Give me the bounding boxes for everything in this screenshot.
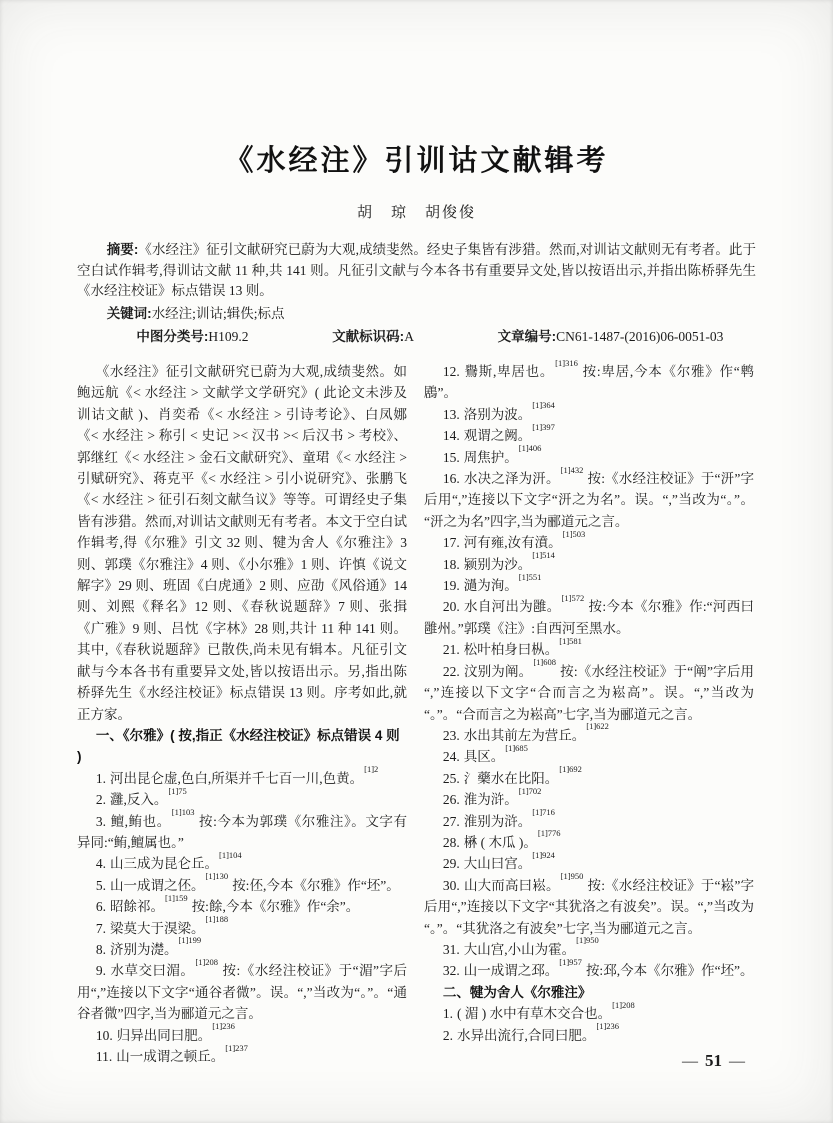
page-content (0, 138, 833, 1067)
item-number: 23. (442, 727, 460, 743)
item-text: 山一成谓之伾。 (110, 877, 205, 893)
item-number: 5. (95, 877, 107, 893)
item-note: 按:今本为郭璞《尔雅注》。文字有异同:“鲔,鳣属也。” (77, 813, 407, 850)
item-text: 鳣,鲔也。 (110, 813, 171, 829)
article-id-label: 文章编号: (497, 329, 557, 344)
item-text: 水自河出为雝。 (463, 599, 561, 615)
item-number: 4. (95, 856, 107, 872)
item-number: 16. (442, 471, 460, 487)
page-number-value: 51 (705, 1051, 722, 1070)
list-item (424, 1021, 754, 1046)
list-item (424, 571, 754, 596)
item-number: 11. (95, 1049, 113, 1064)
citation-ref: [1]702 (518, 785, 542, 796)
item-number: 7. (95, 920, 107, 936)
item-text: 归异出同曰肥。 (116, 1027, 212, 1043)
list-item (77, 764, 407, 789)
clc-field (107, 326, 249, 347)
item-number: 12. (442, 364, 460, 379)
abstract-text: 《水经注》征引文献研究已蔚为大观,成绩斐然。经史子集皆有涉猎。然而,对训诂文献则无有考者。此于空白试作辑考,得训诂文献 11 种,共 141 则。凡征引文献与今本各书有重要异文处,皆以按语出示,并指出陈桥驿先生《水经注校证》标点错误 13 则。 (77, 242, 757, 298)
item-text: 周焦护。 (463, 449, 518, 465)
page-number-dash-right: — (729, 1053, 745, 1070)
two-column-body (77, 357, 756, 1067)
citation-ref: [1]208 (612, 999, 635, 1010)
item-text: 济别为濋。 (110, 941, 178, 957)
item-number: 14. (442, 428, 460, 444)
item-text: 灉,反入。 (110, 792, 168, 808)
citation-ref: [1]397 (532, 421, 555, 432)
list-item (424, 764, 754, 789)
item-text: 汶别为阐。 (463, 663, 533, 679)
list-item (77, 871, 407, 896)
item-number: 3. (95, 813, 107, 829)
item-number: 21. (442, 642, 460, 658)
keywords-text: 水经注;训诂;辑佚;标点 (151, 305, 285, 321)
citation-ref: [1]208 (195, 956, 219, 967)
item-number: 17. (442, 535, 460, 551)
citation-ref: [1]103 (171, 807, 195, 818)
item-number: 10. (95, 1027, 113, 1043)
citation-ref: [1]551 (518, 571, 542, 582)
citation-ref: [1]364 (532, 400, 555, 411)
item-number: 6. (95, 899, 107, 915)
list-item (77, 807, 407, 854)
column-right (424, 357, 755, 1067)
list-item (424, 635, 754, 660)
item-text: 氵藥水在比阳。 (463, 770, 559, 786)
item-number: 30. (442, 877, 460, 893)
section-heading-1: 一、《尔雅》( 按,指正《水经注校证》标点错误 4 则 ) (77, 727, 400, 765)
page-number-dash-left: — (682, 1053, 698, 1070)
list-item (77, 785, 407, 810)
item-number: 27. (442, 813, 460, 829)
list-item (424, 849, 754, 874)
list-item (424, 592, 754, 639)
article-id-value: CN61-1487-(2016)06-0051-03 (556, 329, 724, 344)
list-item (77, 892, 407, 917)
item-text: 大山宫,小山为霍。 (463, 941, 576, 957)
item-text: 河出昆仑虚,色白,所渠并千七百一川,色黄。 (110, 770, 364, 786)
citation-ref: [1]692 (559, 764, 582, 775)
item-list-section1-left (77, 764, 408, 1068)
item-text: 淮别为浒。 (463, 813, 532, 829)
list-item (424, 999, 754, 1024)
item-number: 2. (95, 792, 107, 808)
item-number: 29. (442, 856, 460, 872)
list-item (77, 849, 407, 874)
doc-code-field (303, 326, 414, 347)
item-number: 26. (442, 792, 460, 808)
item-note: 按:伾,今本《尔雅》作“坯”。 (232, 877, 400, 893)
citation-ref: [1]924 (532, 849, 555, 860)
item-text: 楙 ( 木瓜 )。 (463, 834, 537, 850)
item-text: 水出其前左为营丘。 (463, 727, 586, 743)
column-left (77, 361, 407, 1067)
item-number: 9. (95, 963, 107, 979)
item-note: 按:邳,今本《尔雅》作“坯”。 (585, 963, 754, 979)
citation-ref: [1]776 (537, 828, 561, 839)
article-title: 《水经注》引训诂文献辑考 (224, 145, 609, 177)
item-number: 18. (442, 556, 460, 572)
intro-paragraph: 《水经注》征引文献研究已蔚为大观,成绩斐然。如鲍远航《< 水经注 > 文献学文学研究》( 此论文未涉及训诂文献 )、肖奕希《< 水经注 > 引诗考论》、白凤娜《< 水经注 > 称引 < 史记 >< 汉书 >< 后汉书 > 考校》、郭继红《< 水经注 > 金石文献研究》、童珺《< 水经注 > 引赋研究》、蒋克平《< 水经注 > 引小说研究》、张鹏飞《< 水经注 > 征引石刻文献刍议》等等。可谓经史子集皆有涉猎。然而,对训诂文献则无有考者。本文于空白试作辑考,得《尔雅》引文 32 则、犍为舍人《尔雅注》3 则、郭璞《尔雅注》4 则、《小尔雅》1 则、许慎《说文解字》29 则、班固《白虎通》2 则、应劭《风俗通》14 则、刘熙《释名》12 则、《春秋说题辞》7 则、张揖《广雅》9 则、吕忱《字林》28 则,共计 11 种 141 则。其中,《春秋说题辞》已散佚,尚未见有辑本。凡征引文献与今本各书有重要异文处,皆以按语出示。另,指出陈桥驿先生《水经注校证》标点错误 13 则。序考如此,就正方家。 (77, 364, 407, 722)
item-note: 按:《水经注校证》于“汧”字后用“,”连接以下文字“汧之为名”。误。“,”当改为“。”。“汧之为名”四字,当为郦道元之言。 (424, 471, 755, 529)
item-note: 按:今本《尔雅》作:“河西曰雝州。”郭璞《注》:自西河至黑水。 (424, 599, 754, 636)
citation-ref: [1]104 (219, 849, 242, 860)
list-item (424, 935, 754, 960)
list-item (424, 828, 754, 853)
list-item (424, 657, 755, 725)
citation-ref: [1]199 (178, 935, 202, 946)
keywords-label: 关键词: (106, 305, 152, 321)
citation-ref: [1]432 (560, 464, 584, 475)
item-number: 28. (442, 834, 460, 850)
item-text: 大山曰宫。 (463, 856, 532, 872)
list-item (424, 357, 755, 404)
item-text: 水草交曰湄。 (110, 963, 195, 979)
item-note: 按:《水经注校证》于“崧”字后用“,”连接以下文字“其犹洛之有波矣”。误。“,”当改为“。”。“其犹洛之有波矣”七字,当为郦道元之言。 (424, 877, 755, 936)
item-text: ( 湄 ) 水中有草木交合也。 (457, 1006, 612, 1022)
item-list-section1-right (424, 357, 755, 982)
item-number: 32. (442, 963, 460, 979)
citation-ref: [1]581 (559, 635, 582, 646)
item-number: 22. (442, 663, 460, 679)
citation-ref: [1]514 (532, 550, 555, 561)
list-item (424, 721, 754, 746)
item-number: 1. (442, 1006, 454, 1022)
section-heading-2: 二、犍为舍人《尔雅注》 (442, 984, 592, 1000)
list-item (77, 935, 407, 960)
item-text: 颍别为沙。 (463, 556, 532, 572)
item-text: 松叶柏身曰枞。 (463, 642, 559, 658)
list-item (424, 785, 754, 810)
item-number: 15. (442, 449, 460, 465)
doc-code-value: A (404, 329, 414, 344)
item-text: 鸒斯,卑居也。 (463, 364, 555, 379)
citation-ref: [1]75 (168, 785, 187, 796)
item-number: 20. (442, 599, 460, 615)
item-list-section2 (424, 999, 754, 1046)
item-text: 观谓之阙。 (463, 428, 532, 444)
item-text: 山大而高曰崧。 (463, 877, 560, 893)
page-number (682, 1051, 745, 1071)
item-text: 洛别为波。 (463, 406, 532, 422)
list-item (77, 956, 408, 1024)
list-item (424, 443, 754, 468)
item-note: 按:《水经注校证》于“阐”字后用“,”连接以下文字“合而言之为崧高”。误。“,”当改为“。”。“合而言之为崧高”七字,当为郦道元之言。 (424, 663, 755, 722)
citation-ref: [1]2 (364, 764, 379, 775)
item-text: 具区。 (463, 749, 505, 765)
item-number: 25. (442, 770, 460, 786)
item-text: 水决之泽为汧。 (463, 471, 560, 487)
article-id-field (468, 326, 723, 347)
citation-ref: [1]608 (533, 657, 556, 668)
list-item (424, 400, 754, 425)
citation-ref: [1]237 (225, 1042, 248, 1053)
item-note: 按:餘,今本《尔雅》作“余”。 (191, 899, 360, 915)
clc-value: H109.2 (208, 329, 249, 344)
item-text: 山一成谓之顿丘。 (116, 1049, 225, 1064)
citation-ref: [1]236 (596, 1021, 620, 1032)
citation-ref: [1]406 (518, 443, 542, 454)
keywords-line (77, 304, 756, 325)
item-text: 水异出流行,合同曰肥。 (457, 1027, 596, 1043)
citation-ref: [1]316 (555, 357, 578, 368)
citation-ref: [1]188 (205, 914, 229, 925)
authors: 胡 琼 胡俊俊 (356, 205, 476, 221)
citation-ref: [1]236 (212, 1021, 235, 1032)
list-item (424, 871, 755, 939)
item-number: 13. (442, 406, 460, 422)
list-item (77, 1042, 407, 1067)
classification-line (77, 326, 756, 347)
list-item (424, 807, 754, 832)
item-number: 8. (95, 941, 107, 957)
list-item (424, 742, 754, 767)
doc-code-label: 文献标识码: (332, 329, 405, 344)
list-item (424, 421, 754, 446)
item-text: 梁莫大于湨梁。 (110, 920, 205, 936)
citation-ref: [1]159 (165, 892, 188, 903)
item-text: 河有雍,汝有濆。 (463, 535, 562, 551)
abstract-label: 摘要: (106, 242, 139, 257)
item-text: 昭餘祁。 (110, 899, 165, 915)
item-number: 31. (442, 941, 460, 957)
citation-ref: [1]503 (562, 528, 586, 539)
item-number: 24. (442, 749, 460, 765)
item-text: 山一成谓之邳。 (463, 963, 559, 979)
citation-ref: [1]957 (559, 956, 582, 967)
list-item (77, 914, 407, 939)
item-text: 山三成为昆仑丘。 (110, 856, 219, 872)
item-text: 淮为浒。 (463, 792, 518, 808)
item-note: 按:《水经注校证》于“湄”字后用“,”连接以下文字“通谷者微”。误。“,”当改为“。”。“通谷者微”四字,当为郦道元之言。 (77, 963, 408, 1022)
list-item (424, 956, 754, 981)
item-note: 按:卑居,今本《尔雅》作“鹎鶋”。 (424, 364, 755, 401)
item-number: 1. (95, 770, 107, 786)
citation-ref: [1]685 (505, 742, 528, 753)
citation-ref: [1]622 (586, 721, 609, 732)
citation-ref: [1]130 (205, 871, 229, 882)
list-item (424, 550, 754, 575)
citation-ref: [1]950 (576, 935, 599, 946)
item-text: 濄为洵。 (463, 578, 518, 594)
citation-ref: [1]950 (560, 871, 584, 882)
citation-ref: [1]572 (561, 592, 585, 603)
item-number: 19. (442, 578, 460, 594)
list-item (424, 464, 755, 532)
abstract (77, 240, 756, 302)
list-item (424, 528, 754, 553)
citation-ref: [1]716 (532, 807, 555, 818)
item-number: 2. (442, 1027, 454, 1043)
clc-label: 中图分类号: (136, 329, 209, 344)
